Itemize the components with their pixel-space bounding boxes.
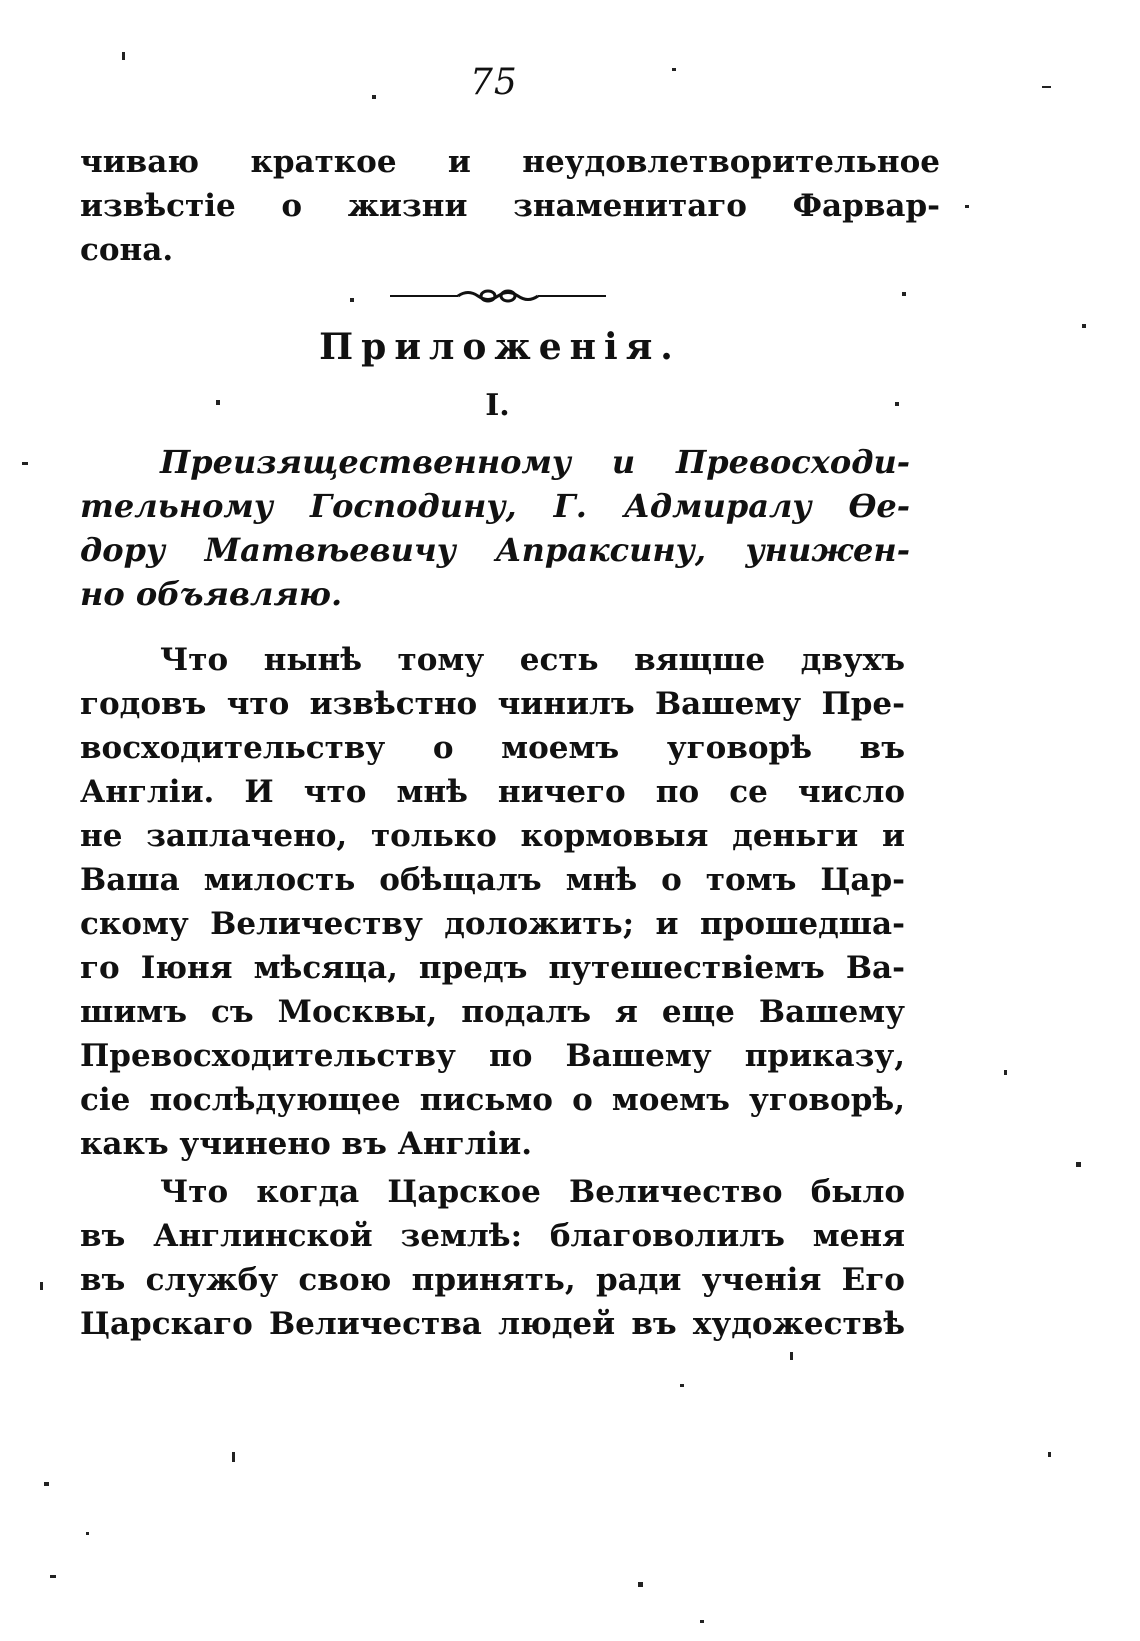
speck [232,1452,235,1462]
speck [902,292,906,296]
text-line: Англіи. И что мнѣ ничего по се число [80,774,905,810]
speck [895,402,899,406]
speck [350,298,354,302]
speck [700,1620,704,1623]
text-line: въ службу свою принять, ради ученія Его [80,1262,905,1298]
speck [790,1352,793,1360]
page-number: 75 [470,62,518,103]
section-heading: Приложенія. [319,326,681,368]
speck [1048,1452,1051,1457]
speck [44,1482,49,1486]
text-line: въ Англинской землѣ: благоволилъ меня [80,1218,905,1254]
body-paragraph-1 [80,638,905,1166]
address-line: но объявляю. [80,575,343,613]
address-block [80,440,910,616]
text-line: Что когда Царское Величество было [160,1174,905,1210]
text-line: Ваша милость обѣщалъ мнѣ о томъ Цар- [80,862,905,898]
text-line: Превосходительству по Вашему приказу, [80,1038,905,1074]
text-line: Что нынѣ тому есть вящше двухъ [160,642,905,678]
address-line: Преизящественному и Превосходи- [160,443,910,481]
speck [1004,1070,1007,1075]
speck [122,52,125,60]
text-line: восходительству о моемъ уговорѣ въ [80,730,905,766]
speck [1082,324,1086,328]
text-line: Царскаго Величества людей въ художествѣ [80,1306,905,1342]
speck [86,1532,89,1535]
intro-paragraph [80,140,940,272]
speck [22,462,28,465]
ornament-divider [388,286,608,306]
speck [216,400,220,405]
speck [672,68,676,71]
address-line: дору Матвѣевичу Апраксину, унижен- [80,531,910,569]
intro-line: сона. [80,232,174,268]
speck [965,205,969,208]
text-line: не заплачено, только кормовыя деньги и [80,818,905,854]
text-line: скому Величеству доложить; и прошедша- [80,906,905,942]
address-line: тельному Господину, Г. Адмиралу Ѳе- [80,487,910,525]
speck [680,1384,684,1387]
speck [638,1582,643,1587]
text-line: го Іюня мѣсяца, предъ путешествіемъ Ва- [80,950,905,986]
text-line: шимъ съ Москвы, подалъ я еще Вашему [80,994,905,1030]
speck [1076,1162,1081,1167]
speck [50,1575,56,1578]
speck [372,95,376,99]
speck [40,1282,43,1290]
text-line: годовъ что извѣстно чинилъ Вашему Пре- [80,686,905,722]
body-paragraph-2 [80,1170,905,1346]
speck [1042,86,1051,88]
intro-line: извѣстіе о жизни знаменитаго Фарвар- [80,188,940,224]
section-number: I. [485,388,510,423]
intro-line: чиваю краткое и неудовлетворительное [80,144,940,180]
text-line: какъ учинено въ Англіи. [80,1126,532,1162]
text-line: сіе послѣдующее письмо о моемъ уговорѣ, [80,1082,905,1118]
